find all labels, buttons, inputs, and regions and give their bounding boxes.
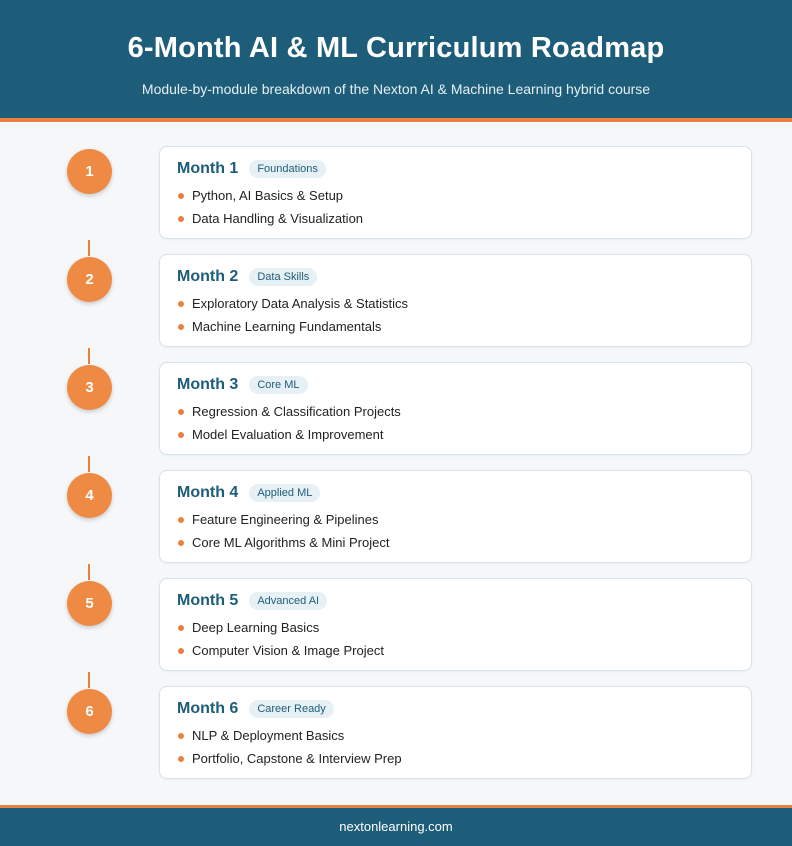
roadmap-timeline — [0, 126, 792, 806]
bullet-dot-icon — [178, 756, 184, 762]
timeline-connector — [88, 240, 90, 256]
bullet-dot-icon — [178, 540, 184, 546]
bullet-dot-icon — [178, 301, 184, 307]
module-item: Deep Learning Basics — [178, 620, 384, 643]
step-circle: 6 — [67, 689, 112, 734]
month-card — [159, 254, 752, 347]
roadmap-row-month-3 — [0, 362, 792, 458]
month-badge: Career Ready — [249, 700, 333, 718]
month-badge: Data Skills — [249, 268, 317, 286]
module-list — [178, 728, 402, 773]
step-circle: 5 — [67, 581, 112, 626]
timeline-connector — [88, 456, 90, 472]
step-circle: 4 — [67, 473, 112, 518]
month-badge: Applied ML — [249, 484, 320, 502]
timeline-connector — [88, 348, 90, 364]
month-badge: Advanced AI — [249, 592, 327, 610]
bullet-dot-icon — [178, 193, 184, 199]
bullet-dot-icon — [178, 324, 184, 330]
module-item: Data Handling & Visualization — [178, 211, 363, 234]
footer-website-link[interactable]: nextonlearning.com — [339, 819, 453, 834]
bullet-dot-icon — [178, 648, 184, 654]
bullet-dot-icon — [178, 432, 184, 438]
roadmap-row-month-4 — [0, 470, 792, 566]
month-card — [159, 362, 752, 455]
step-circle: 1 — [67, 149, 112, 194]
timeline-connector — [88, 672, 90, 688]
month-title: Month 5 — [177, 592, 239, 609]
month-title: Month 2 — [177, 268, 239, 285]
header-banner — [0, 0, 792, 122]
timeline-connector — [88, 564, 90, 580]
bullet-dot-icon — [178, 625, 184, 631]
month-card — [159, 470, 752, 563]
step-circle: 3 — [67, 365, 112, 410]
module-item: Portfolio, Capstone & Interview Prep — [178, 751, 402, 774]
bullet-dot-icon — [178, 409, 184, 415]
month-title: Month 4 — [177, 484, 239, 501]
roadmap-row-month-6 — [0, 686, 792, 782]
module-list — [178, 296, 408, 341]
module-item: Python, AI Basics & Setup — [178, 188, 363, 211]
module-item: Exploratory Data Analysis & Statistics — [178, 296, 408, 319]
module-item: Computer Vision & Image Project — [178, 643, 384, 666]
module-item: Regression & Classification Projects — [178, 404, 401, 427]
module-item: Model Evaluation & Improvement — [178, 427, 401, 450]
bullet-dot-icon — [178, 517, 184, 523]
month-title: Month 1 — [177, 160, 239, 177]
month-badge: Core ML — [249, 376, 307, 394]
month-card — [159, 578, 752, 671]
bullet-dot-icon — [178, 216, 184, 222]
module-item: Machine Learning Fundamentals — [178, 319, 408, 342]
bullet-dot-icon — [178, 733, 184, 739]
module-item: Feature Engineering & Pipelines — [178, 512, 389, 535]
roadmap-row-month-2 — [0, 254, 792, 350]
page-subtitle: Module-by-module breakdown of the Nexton AI & Machine Learning hybrid course — [141, 81, 651, 97]
month-title: Month 6 — [177, 700, 239, 717]
month-badge: Foundations — [249, 160, 326, 178]
page-title: 6-Month AI & ML Curriculum Roadmap — [127, 32, 665, 64]
footer — [0, 805, 792, 846]
module-list — [178, 512, 389, 557]
month-card — [159, 686, 752, 779]
module-item: NLP & Deployment Basics — [178, 728, 402, 751]
step-circle: 2 — [67, 257, 112, 302]
module-item: Core ML Algorithms & Mini Project — [178, 535, 389, 558]
month-title: Month 3 — [177, 376, 239, 393]
module-list — [178, 188, 363, 233]
roadmap-row-month-1 — [0, 146, 792, 242]
roadmap-row-month-5 — [0, 578, 792, 674]
month-card — [159, 146, 752, 239]
module-list — [178, 404, 401, 449]
module-list — [178, 620, 384, 665]
